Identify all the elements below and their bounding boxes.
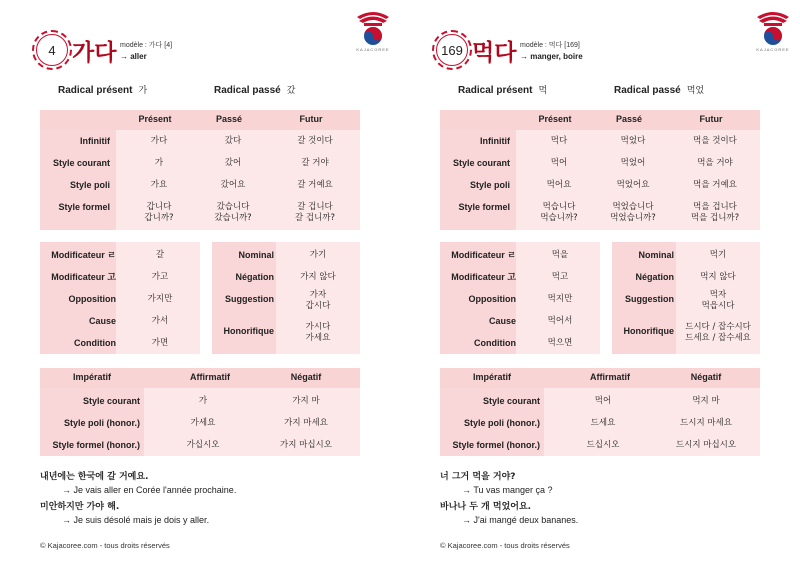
verb-meaning: → aller [120,52,147,61]
row-label: Suggestion [225,294,274,304]
conjugation-cell: 가 [154,158,164,168]
conjugation-cell: 먹을 거예요 [693,180,737,190]
conjugation-cell: 갈 거예요 [297,180,333,190]
row-label: Style poli [69,180,110,190]
row-label: Honorifique [623,326,674,336]
column-header: Passé [215,114,243,124]
modifier-cell: 먹을 [551,250,569,260]
pavilion-icon [753,8,793,48]
row-label: Style poli (honor.) [64,418,140,428]
conjugation-cell: 먹었어요 [616,180,650,190]
modifier-cell: 가서 [151,316,169,326]
verb-title: 가다 [72,40,117,66]
imperative-cell: 가지 마 [292,396,320,406]
imperative-cell: 먹지 마 [692,396,720,406]
logo-text: KAJACOREE [356,47,390,52]
pavilion-icon [353,8,393,48]
column-header: Présent [138,114,172,124]
row-label: Opposition [68,294,116,304]
page-right [400,0,800,566]
row-label: Nominal [238,250,274,260]
row-label: Cause [488,316,516,326]
example-korean: 미안하지만 가야 해. [40,502,120,512]
column-header: Futur [299,114,323,124]
conjugation-cell: 가다 [150,136,168,146]
nominal-cell: 가기 [309,250,327,260]
conjugation-cell: 먹었어 [620,158,646,168]
example-french: → Tu vas manger ça ? [462,485,553,495]
modifier-cell: 가고 [151,272,169,282]
conjugation-cell: 먹습니다 먹습니까? [540,202,578,223]
column-header: Négatif [290,372,322,382]
column-header: Présent [538,114,572,124]
row-label: Négation [235,272,274,282]
imperative-cell: 드세요 [590,418,616,428]
row-label: Style formel [58,202,110,212]
modifier-cell: 먹어서 [547,316,573,326]
nominal-cell: 드시다 / 잡수시다 드세요 / 잡수세요 [685,322,751,343]
radical-past-label: Radical passé [214,85,281,96]
conjugation-cell: 갈 것이다 [297,136,333,146]
radical-present [58,83,147,96]
radical-past-label: Radical passé [614,85,681,96]
nominal-table [612,242,760,354]
conjugation-cell: 먹을 겁니다 먹을 겁니까? [690,202,740,223]
radical-present-value: 먹 [538,86,548,96]
row-label: Honorifique [223,326,274,336]
row-label: Cause [88,316,116,326]
copyright-footer: © Kajacoree.com - tous droits réservés [440,541,570,550]
row-label: Style formel (honor.) [52,440,140,450]
radical-present [458,83,547,96]
conjugation-cell: 먹다 [550,136,568,146]
radical-present-value: 가 [138,86,148,96]
example-korean: 바나나 두 개 먹었어요. [440,502,532,512]
row-label: Suggestion [625,294,674,304]
modifier-cell: 먹으면 [547,338,573,348]
row-label: Style courant [452,158,510,168]
nominal-cell: 먹지 않다 [700,272,736,282]
imperative-cell: 가세요 [190,418,216,428]
conjugation-cell: 먹어 [550,158,568,168]
row-label: Style courant [82,396,140,406]
verb-number-badge: 4 [36,34,68,66]
nominal-cell: 가시다 가세요 [305,322,331,343]
row-label: Nominal [638,250,674,260]
conjugation-cell: 갈 겁니다 갈 겁니까? [294,202,336,223]
column-header: Passé [615,114,643,124]
radical-past-value: 갔 [286,86,296,96]
row-label: Modificateur 고 [451,272,516,282]
verb-meaning: → manger, boire [520,52,583,61]
row-label: Modificateur ㄹ [451,250,516,260]
example-french: → Je vais aller en Corée l'année prochaine. [62,485,237,495]
logo-text: KAJACOREE [756,47,790,52]
imperative-table [440,368,760,456]
imperative-cell: 가십시오 [186,440,220,450]
example-korean: 내년에는 한국에 갈 거예요. [40,472,149,482]
imperative-cell: 가 [198,396,208,406]
nominal-cell: 먹자 먹읍시다 [701,290,735,311]
row-label: Style poli (honor.) [464,418,540,428]
column-header: Affirmatif [590,372,630,382]
example-korean: 너 그거 먹을 거야? [440,472,516,482]
nominal-cell: 가지 않다 [300,272,336,282]
copyright-footer: © Kajacoree.com - tous droits réservés [40,541,170,550]
example-french: → Je suis désolé mais je dois y aller. [62,515,210,525]
row-label: Opposition [468,294,516,304]
nominal-table [212,242,360,354]
modifier-cell: 먹고 [551,272,569,282]
row-label: Condition [474,338,516,348]
column-header: Futur [699,114,723,124]
modifier-cell: 가면 [151,338,169,348]
conjugation-cell: 갔다 [224,136,242,146]
verb-title: 먹다 [472,40,517,66]
imperative-cell: 드시지 마십시오 [675,440,737,450]
conjugation-cell: 먹었습니다 먹었습니까? [610,202,656,223]
conjugation-cell: 먹어요 [546,180,572,190]
radical-past [614,83,704,96]
row-label: Style courant [52,158,110,168]
radical-present-label: Radical présent [458,85,533,96]
column-header: Négatif [690,372,722,382]
imperative-cell: 드시지 마세요 [680,418,732,428]
modifiers-table [440,242,600,354]
example-french: → J'ai mangé deux bananes. [462,515,579,525]
row-label: Infinitif [480,136,510,146]
modifier-cell: 가지만 [147,294,173,304]
conjugation-cell: 갈 거야 [301,158,329,168]
modifiers-table [40,242,200,354]
column-header: Affirmatif [190,372,230,382]
conjugation-table [440,110,760,230]
row-label: Modificateur ㄹ [51,250,116,260]
model-reference: modèle : 먹다 [169] [520,42,580,49]
imperative-table [40,368,360,456]
row-label: Modificateur 고 [51,272,116,282]
imperative-cell: 드십시오 [586,440,620,450]
nominal-cell: 먹기 [709,250,727,260]
row-label: Style courant [482,396,540,406]
row-label: Condition [74,338,116,348]
conjugation-cell: 먹었다 [620,136,646,146]
conjugation-cell: 갔어요 [220,180,246,190]
imperative-cell: 가지 마십시오 [280,440,332,450]
row-label: Style formel (honor.) [452,440,540,450]
imperative-cell: 먹어 [594,396,612,406]
conjugation-cell: 갔어 [224,158,242,168]
row-label: Style formel [458,202,510,212]
row-label: Infinitif [80,136,110,146]
column-header: Impératif [72,372,111,382]
radical-present-label: Radical présent [58,85,133,96]
conjugation-cell: 갑니다 갑니까? [144,202,174,223]
verb-number-badge: 169 [436,34,468,66]
conjugation-cell: 먹을 것이다 [693,136,737,146]
row-label: Négation [635,272,674,282]
model-reference: modèle : 가다 [4] [120,42,173,49]
conjugation-cell: 갔습니다 갔습니까? [214,202,252,223]
row-label: Style poli [469,180,510,190]
radical-past-value: 먹었 [686,86,705,96]
imperative-cell: 가지 마세요 [284,418,328,428]
column-header: Impératif [472,372,511,382]
conjugation-cell: 먹을 거야 [697,158,733,168]
modifier-cell: 갈 [155,250,165,260]
radical-past [214,83,295,96]
nominal-cell: 가자 갑시다 [305,290,331,311]
modifier-cell: 먹지만 [547,294,573,304]
conjugation-table [40,110,360,230]
conjugation-cell: 가요 [150,180,168,190]
